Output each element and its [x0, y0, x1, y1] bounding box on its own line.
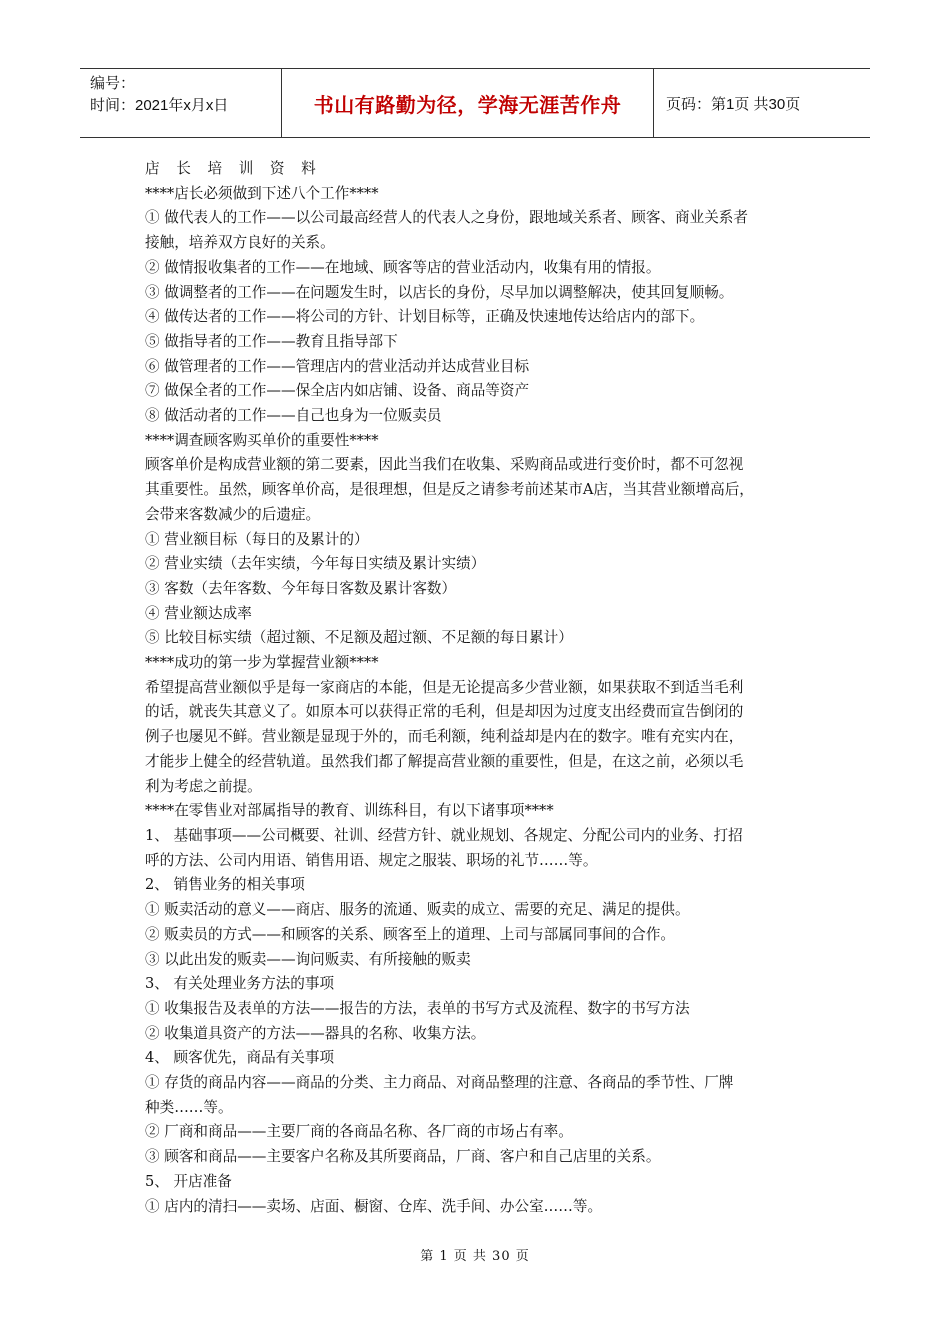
text-line: 的话，就丧失其意义了。如原本可以获得正常的毛利，但是却因为过度支出经费而宣告倒闭的	[145, 703, 744, 721]
header-page-number: 页码：第1页 共30页	[666, 95, 801, 113]
document-title: 店 长 培 训 资 料	[145, 160, 322, 177]
header-info	[80, 69, 282, 137]
text-line: 例子也屡见不鲜。营业额是显现于外的，而毛利额，纯利益却是内在的数字。唯有充实内在，	[145, 728, 744, 746]
text-line: 3、 有关处理业务方法的事项	[145, 975, 335, 993]
document-body	[145, 157, 817, 1219]
text-line: 1、 基础事项——公司概要、社训、经营方针、就业规划、各规定、分配公司内的业务、打招	[145, 826, 743, 844]
text-line: ① 做代表人的工作——以公司最高经营人的代表人之身份，跟地域关系者、顾客、商业关系者	[145, 209, 748, 227]
text-line: 利为考虑之前提。	[145, 777, 262, 795]
text-line: ① 收集报告及表单的方法——报告的方法，表单的书写方式及流程、数字的书写方法	[145, 999, 690, 1017]
text-line: 种类……等。	[145, 1098, 233, 1116]
text-line: ② 收集道具资产的方法——器具的名称、收集方法。	[145, 1024, 486, 1042]
text-line: ② 做情报收集者的工作——在地域、顾客等店的营业活动内，收集有用的情报。	[145, 258, 661, 276]
document-lines	[145, 182, 817, 1220]
text-line: 接触，培养双方良好的关系。	[145, 234, 335, 252]
text-line: ⑧ 做活动者的工作——自己也身为一位贩卖员	[145, 407, 442, 425]
text-line: ③ 客数（去年客数、今年每日客数及累计客数）	[145, 579, 457, 597]
document-time-label: 时间：2021年x月x日	[90, 97, 229, 114]
text-line: 5、 开店准备	[145, 1172, 232, 1190]
text-line: ① 营业额目标（每日的及累计的）	[145, 530, 369, 548]
text-line: 2、 销售业务的相关事项	[145, 876, 305, 894]
text-line: ****成功的第一步为掌握营业额****	[145, 654, 379, 672]
text-line: ⑤ 比较目标实绩（超过额、不足额及超过额、不足额的每日累计）	[145, 629, 573, 647]
text-line: ****在零售业对部属指导的教育、训练科目，有以下诸事项****	[145, 802, 554, 820]
page-header	[80, 68, 870, 138]
text-line: ⑥ 做管理者的工作——管理店内的营业活动并达成营业目标	[145, 357, 530, 375]
text-line: ****店长必须做到下述八个工作****	[145, 184, 379, 202]
document-number-label: 编号：	[90, 75, 136, 92]
text-line: ② 厂商和商品——主要厂商的各商品名称、各厂商的市场占有率。	[145, 1123, 573, 1141]
text-line: ① 店内的清扫——卖场、店面、橱窗、仓库、洗手间、办公室……等。	[145, 1197, 603, 1215]
text-line: 4、 顾客优先，商品有关事项	[145, 1049, 335, 1067]
text-line: ① 贩卖活动的意义——商店、服务的流通、贩卖的成立、需要的充足、满足的提供。	[145, 901, 690, 919]
text-line: 其重要性。虽然，顾客单价高，是很理想，但是反之请参考前述某市A店，当其营业额增高后，	[145, 481, 754, 499]
text-line: 希望提高营业额似乎是每一家商店的本能，但是无论提高多少营业额，如果获取不到适当毛利	[145, 678, 744, 696]
text-line: ② 营业实绩（去年实绩，今年每日实绩及累计实绩）	[145, 555, 486, 573]
text-line: ① 存货的商品内容——商品的分类、主力商品、对商品整理的注意、各商品的季节性、厂牌	[145, 1074, 734, 1092]
text-line: 才能步上健全的经营轨道。虽然我们都了解提高营业额的重要性，但是，在这之前，必须以毛	[145, 752, 744, 770]
text-line: ② 贩卖员的方式——和顾客的关系、顾客至上的道理、上司与部属同事间的合作。	[145, 925, 676, 943]
text-line: 顾客单价是构成营业额的第二要素，因此当我们在收集、采购商品或进行变价时，都不可忽视	[145, 456, 744, 474]
header-page-cell	[654, 69, 870, 137]
text-line: ③ 做调整者的工作——在问题发生时，以店长的身份，尽早加以调整解决，使其回复顺畅。	[145, 283, 734, 301]
text-line: ⑦ 做保全者的工作——保全店内如店铺、设备、商品等资产	[145, 382, 530, 400]
text-line: ③ 顾客和商品——主要客户名称及其所要商品，厂商、客户和自己店里的关系。	[145, 1148, 661, 1166]
text-line: 会带来客数减少的后遗症。	[145, 505, 321, 523]
text-line: ****调查顾客购买单价的重要性****	[145, 431, 379, 449]
text-line: ④ 营业额达成率	[145, 604, 252, 622]
text-line: ③ 以此出发的贩卖——询问贩卖、有所接触的贩卖	[145, 950, 471, 968]
header-motto: 书山有路勤为径，学海无涯苦作舟	[313, 92, 622, 117]
header-motto-cell	[282, 69, 654, 137]
text-line: 呼的方法、公司内用语、销售用语、规定之服装、职场的礼节……等。	[145, 851, 598, 869]
text-line: ⑤ 做指导者的工作——教育且指导部下	[145, 332, 398, 350]
text-line: ④ 做传达者的工作——将公司的方针、计划目标等，正确及快速地传达给店内的部下。	[145, 308, 705, 326]
page-footer: 第 1 页 共 30 页	[420, 1249, 530, 1264]
